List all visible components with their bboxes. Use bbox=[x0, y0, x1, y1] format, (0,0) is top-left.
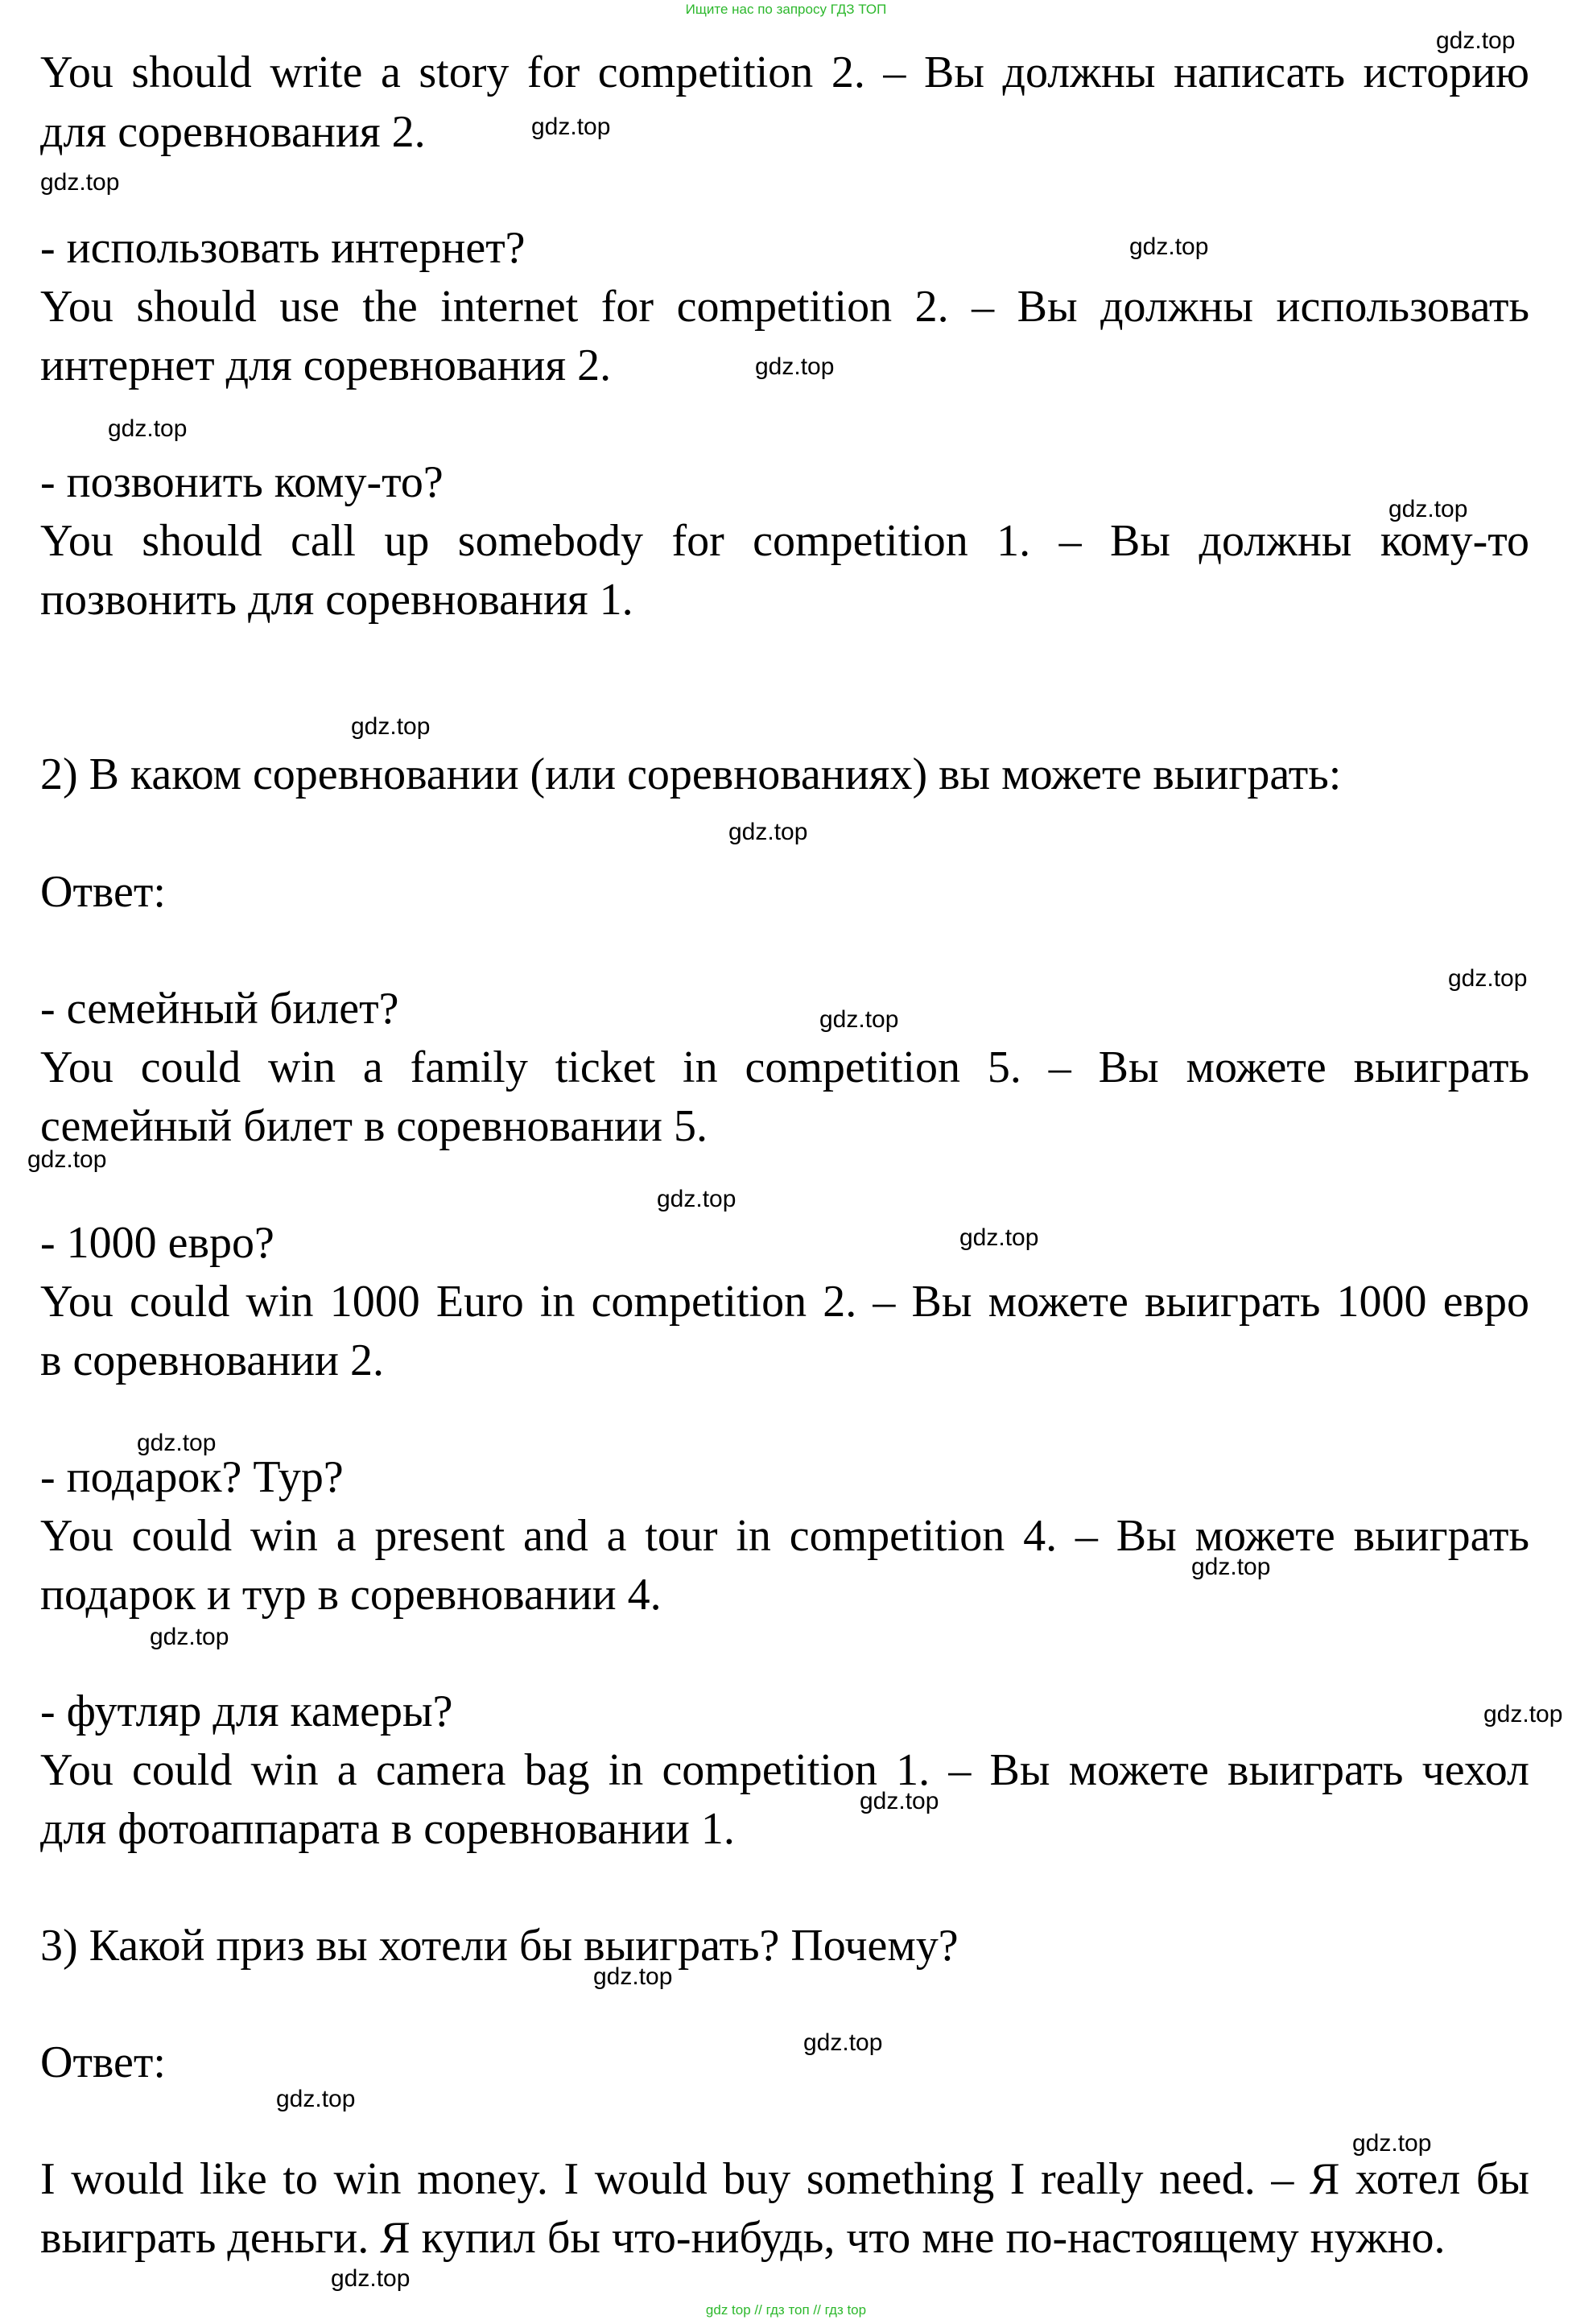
text-line: - позвонить кому-то? bbox=[40, 457, 444, 507]
text-line: You should use the internet for competition 2. – Вы должны использовать bbox=[40, 282, 1529, 332]
text-line: подарок и тур в соревновании 4. bbox=[40, 1570, 662, 1620]
footer-banner: gdz top // гдз топ // гдз top bbox=[705, 2302, 867, 2318]
text-line: выиграть деньги. Я купил бы что-нибудь, что мне по-настоящему нужно. bbox=[40, 2213, 1446, 2263]
watermark: gdz.top bbox=[728, 819, 808, 845]
watermark: gdz.top bbox=[803, 2029, 883, 2056]
watermark: gdz.top bbox=[331, 2265, 411, 2292]
text-line: - семейный билет? bbox=[40, 984, 399, 1034]
text-line: I would like to win money. I would buy something I really need. – Я хотел бы bbox=[40, 2154, 1529, 2204]
watermark: gdz.top bbox=[150, 1624, 229, 1650]
watermark: gdz.top bbox=[108, 415, 188, 442]
text-line: - футляр для камеры? bbox=[40, 1686, 453, 1736]
watermark: gdz.top bbox=[276, 2086, 356, 2112]
text-line: You could win a camera bag in competition 1. – Вы можете выиграть чехол bbox=[40, 1745, 1529, 1795]
text-line: интернет для соревнования 2. bbox=[40, 341, 612, 390]
text-line: You should call up somebody for competition 1. – Вы должны кому-то bbox=[40, 516, 1529, 566]
header-banner: Ищите нас по запросу ГДЗ ТОП bbox=[685, 2, 887, 17]
watermark: gdz.top bbox=[1191, 1554, 1271, 1580]
watermark: gdz.top bbox=[755, 353, 835, 380]
text-line: - 1000 евро? bbox=[40, 1218, 274, 1268]
watermark: gdz.top bbox=[1388, 496, 1468, 522]
watermark: gdz.top bbox=[819, 1006, 899, 1033]
watermark: gdz.top bbox=[1436, 27, 1516, 54]
text-line: позвонить для соревнования 1. bbox=[40, 575, 633, 625]
watermark: gdz.top bbox=[1483, 1701, 1563, 1728]
text-line: You could win a present and a tour in competition 4. – Вы можете выиграть bbox=[40, 1511, 1529, 1561]
text-line: You should write a story for competition 2. – Вы должны написать историю bbox=[40, 47, 1529, 97]
watermark: gdz.top bbox=[1129, 233, 1209, 260]
watermark: gdz.top bbox=[137, 1430, 217, 1456]
text-line: You could win a family ticket in competition 5. – Вы можете выиграть bbox=[40, 1042, 1529, 1092]
answer-label: Ответ: bbox=[40, 2037, 166, 2087]
watermark: gdz.top bbox=[531, 114, 611, 140]
watermark: gdz.top bbox=[351, 713, 431, 740]
question-heading: 2) В каком соревновании (или соревнованиях) вы можете выиграть: bbox=[40, 749, 1342, 799]
watermark: gdz.top bbox=[40, 169, 120, 196]
text-line: семейный билет в соревновании 5. bbox=[40, 1101, 708, 1151]
watermark: gdz.top bbox=[860, 1788, 939, 1814]
watermark: gdz.top bbox=[27, 1146, 107, 1173]
text-line: в соревновании 2. bbox=[40, 1335, 385, 1385]
watermark: gdz.top bbox=[593, 1963, 673, 1990]
question-heading: 3) Какой приз вы хотели бы выиграть? Почему? bbox=[40, 1921, 959, 1971]
text-line: для соревнования 2. bbox=[40, 107, 426, 157]
watermark: gdz.top bbox=[657, 1186, 736, 1212]
text-line: - подарок? Тур? bbox=[40, 1452, 344, 1502]
watermark: gdz.top bbox=[959, 1224, 1039, 1251]
answer-label: Ответ: bbox=[40, 867, 166, 917]
text-line: - использовать интернет? bbox=[40, 223, 526, 273]
watermark: gdz.top bbox=[1352, 2130, 1432, 2157]
watermark: gdz.top bbox=[1448, 965, 1528, 992]
text-line: You could win 1000 Euro in competition 2. – Вы можете выиграть 1000 евро bbox=[40, 1277, 1529, 1327]
text-line: для фотоаппарата в соревновании 1. bbox=[40, 1804, 735, 1854]
